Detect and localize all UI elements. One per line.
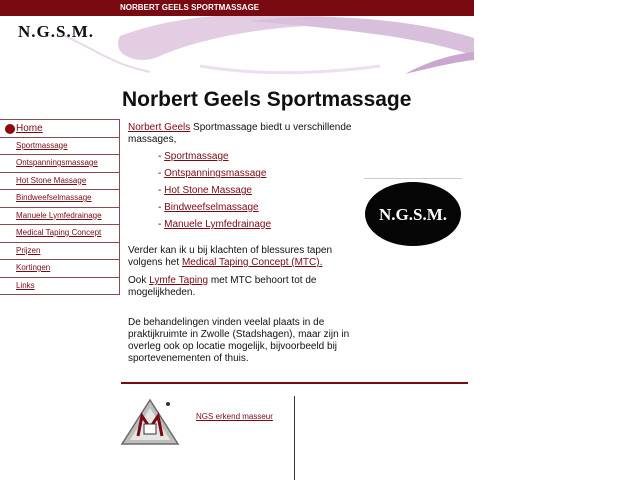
list-prefix: - xyxy=(158,219,165,230)
sidebar-item-ontspanningsmassage[interactable] xyxy=(0,155,120,173)
lymfe-prefix: Ook xyxy=(128,275,150,286)
service-link-lymfedrainage[interactable]: Manuele Lymfedrainage xyxy=(164,219,272,230)
right-logo-text: N.G.S.M. xyxy=(379,205,447,224)
sidebar-item-hot-stone[interactable] xyxy=(0,173,120,191)
list-item xyxy=(158,151,353,163)
service-link-hot-stone[interactable]: Hot Stone Massage xyxy=(164,185,252,196)
content-divider xyxy=(121,382,468,384)
sidebar-link-ontspanningsmassage[interactable]: Ontspanningsmassage xyxy=(16,158,98,167)
top-bar xyxy=(0,0,474,16)
list-item xyxy=(158,219,353,231)
sidebar-nav xyxy=(0,119,120,295)
sidebar-item-kortingen[interactable] xyxy=(0,260,120,278)
sidebar-link-bindweefsel[interactable]: Bindweefselmassage xyxy=(16,193,92,202)
list-item xyxy=(158,185,353,197)
sidebar-link-medical-taping[interactable]: Medical Taping Concept xyxy=(16,228,102,237)
lymfe-paragraph xyxy=(128,275,353,299)
list-item xyxy=(158,168,353,180)
vertical-divider xyxy=(294,396,295,480)
location-paragraph: De behandelingen vinden veelal plaats in de praktijkruimte in Zwolle (Stadshagen), maar zijn in overleg ook op locatie mogelijk, bijvoorbeeld bij sportevenementen of thuis. xyxy=(128,317,350,364)
ngs-logo-icon xyxy=(120,398,180,446)
service-link-sportmassage[interactable]: Sportmassage xyxy=(164,151,229,162)
bullet-icon xyxy=(5,124,15,134)
list-prefix: - xyxy=(158,168,165,179)
sidebar-link-lymfedrainage[interactable]: Manuele Lymfedrainage xyxy=(16,210,102,220)
sidebar-item-lymfedrainage[interactable] xyxy=(0,208,120,226)
list-item xyxy=(158,202,353,214)
lymfe-taping-link[interactable]: Lymfe Taping xyxy=(149,275,209,286)
taping-paragraph xyxy=(128,245,353,269)
top-bar-title: NORBERT GEELS SPORTMASSAGE xyxy=(120,3,260,12)
intro-paragraph xyxy=(128,122,353,146)
sidebar-link-links[interactable]: Links xyxy=(16,280,35,290)
sidebar-link-kortingen[interactable]: Kortingen xyxy=(16,263,51,272)
intro-text: Sportmassage biedt u verschillende massages, xyxy=(128,122,352,145)
service-link-bindweefsel[interactable]: Bindweefselmassage xyxy=(164,202,259,213)
ngsm-oval-logo xyxy=(364,178,462,248)
mtc-link[interactable]: Medical Taping Concept (MTC). xyxy=(181,257,323,268)
sidebar-link-hot-stone[interactable]: Hot Stone Massage xyxy=(16,175,87,185)
sidebar-item-prijzen[interactable] xyxy=(0,243,120,261)
sidebar-item-links[interactable] xyxy=(0,278,120,296)
main-content xyxy=(128,122,353,365)
sidebar-link-prijzen[interactable]: Prijzen xyxy=(16,245,41,255)
intro-link[interactable]: Norbert Geels xyxy=(128,122,191,133)
service-link-ontspanningsmassage[interactable]: Ontspanningsmassage xyxy=(164,168,267,179)
sidebar-link-home[interactable]: Home xyxy=(16,123,43,134)
sidebar-item-medical-taping[interactable] xyxy=(0,225,120,243)
sidebar-item-home[interactable] xyxy=(0,119,120,138)
list-prefix: - xyxy=(158,202,165,213)
sidebar-link-sportmassage[interactable]: Sportmassage xyxy=(16,140,68,150)
site-logo: N.G.S.M. xyxy=(18,22,94,41)
taping-text: Verder kan ik u bij klachten of blessures tapen volgens het xyxy=(128,245,333,268)
ngs-erkend-link[interactable]: NGS erkend masseur xyxy=(196,412,273,421)
list-prefix: - xyxy=(158,151,165,162)
sidebar-item-bindweefsel[interactable] xyxy=(0,190,120,208)
lymfe-text: met MTC behoort tot de mogelijkheden. xyxy=(128,275,317,298)
services-list xyxy=(158,151,353,231)
sidebar-item-sportmassage[interactable] xyxy=(0,138,120,156)
list-prefix: - xyxy=(158,185,165,196)
page-title: Norbert Geels Sportmassage xyxy=(122,88,412,111)
